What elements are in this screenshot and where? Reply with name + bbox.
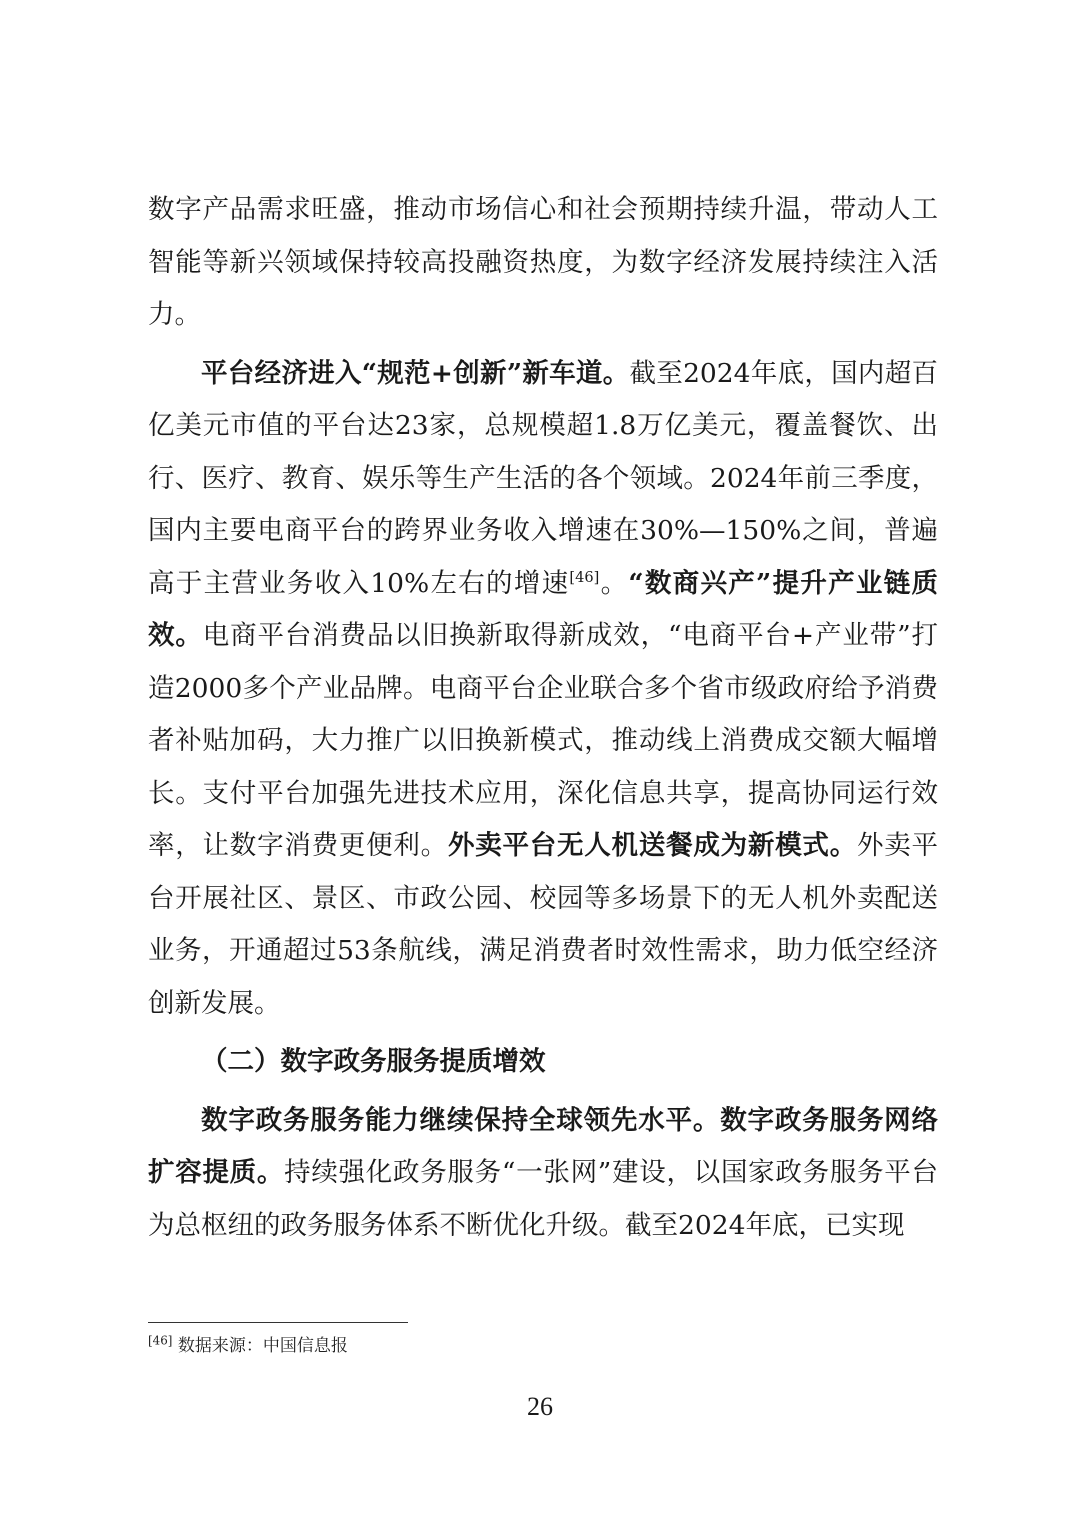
page-number: 26: [527, 1392, 553, 1421]
section-heading: （二）数字政务服务提质增效: [201, 1046, 546, 1077]
body-text: [148, 184, 938, 1258]
footnote-marker: [46]: [148, 1333, 173, 1348]
paragraph-platform-economy: [148, 348, 938, 1031]
footnote-reference[interactable]: [46]: [569, 568, 600, 586]
paragraph-text: 截至2024年底，国内超百亿美元市值的平台达23家，总规模超1.8万亿美元，覆盖餐饮、出行、医疗、教育、娱乐等生产生活的各个领域。2024年前三季度，国内主要电商平台的跨界业务收入增速在30%—150%之间，普遍高于主营业务收入10%左右的增速: [148, 357, 938, 599]
bold-lead-sentence: 数字政务服务能力继续保持全球领先水平。数字政务服务网络扩容提质。: [148, 1104, 938, 1188]
footnote-text: 数据来源：中国信息报: [177, 1336, 348, 1356]
bold-lead-sentence: 外卖平台无人机送餐成为新模式。: [447, 830, 857, 861]
paragraph-digital-government: [148, 1095, 938, 1253]
paragraph-text: 数字产品需求旺盛，推动市场信心和社会预期持续升温，带动人工智能等新兴领域保持较高投融资热度，为数字经济发展持续注入活力。: [148, 194, 938, 330]
footnote: [148, 1334, 848, 1358]
punctuation: 。: [599, 567, 629, 599]
bold-lead-sentence: 平台经济进入“规范+创新”新车道。: [201, 357, 630, 389]
paragraph-text: 电商平台消费品以旧换新取得新成效，“电商平台+产业带”打造2000多个产业品牌。电商平台企业联合多个省市级政府给予消费者补贴加码，大力推广以旧换新模式，推动线上消费成交额大幅增长。支付平台加强先进技术应用，深化信息共享，提高协同运行效率，让数字消费更便利。: [148, 620, 938, 861]
paragraph-continuation: [148, 184, 938, 342]
paragraph-text: 外卖平台开展社区、景区、市政公园、校园等多场景下的无人机外卖配送业务，开通超过53条航线，满足消费者时效性需求，助力低空经济创新发展。: [148, 830, 939, 1019]
paragraph-text: 持续强化政务服务“一张网”建设，以国家政务服务平台为总枢纽的政务服务体系不断优化升级。截至2024年底，已实现: [148, 1157, 938, 1241]
footnote-divider: [148, 1322, 408, 1323]
bold-lead-sentence: “数商兴产”提升产业链质效。: [148, 567, 938, 651]
